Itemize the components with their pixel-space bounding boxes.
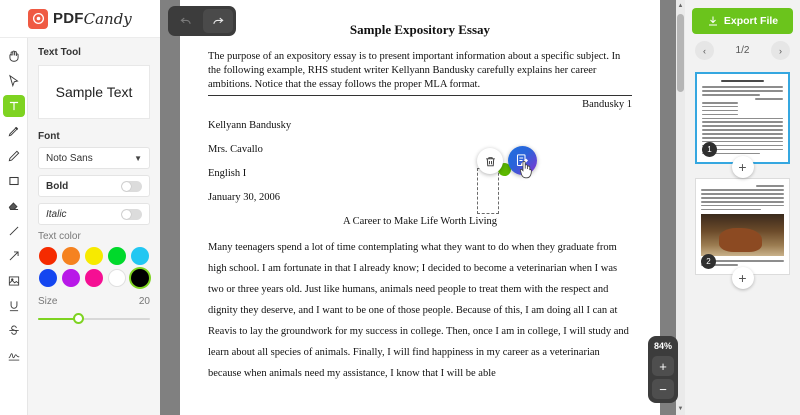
font-family-value: Noto Sans xyxy=(46,152,93,164)
text-tool[interactable] xyxy=(3,95,25,117)
zoom-out-button[interactable]: − xyxy=(652,379,674,399)
italic-label: Italic xyxy=(46,208,67,220)
properties-panel xyxy=(28,38,160,415)
history-controls xyxy=(168,6,236,36)
chevron-down-icon: ▼ xyxy=(134,153,142,163)
heading-line-author[interactable]: Kellyann Bandusky xyxy=(208,119,292,131)
thumbnail-photo xyxy=(701,214,784,256)
color-swatch-red[interactable] xyxy=(39,247,57,265)
rectangle-tool[interactable] xyxy=(3,170,25,192)
color-swatch-blue[interactable] xyxy=(39,269,57,287)
italic-toggle-row[interactable] xyxy=(38,203,150,225)
redo-button[interactable] xyxy=(203,9,233,33)
document-subtitle: A Career to Make Life Worth Living xyxy=(342,215,498,227)
logo-text-pdf: PDF xyxy=(53,10,84,27)
page-thumbnails xyxy=(685,72,800,415)
heading-line-date[interactable]: January 30, 2006 xyxy=(208,191,281,203)
brand-logo[interactable] xyxy=(0,0,160,38)
page-thumbnail-1[interactable] xyxy=(695,72,790,164)
zoom-in-button[interactable]: + xyxy=(652,356,674,376)
font-section-label: Font xyxy=(38,131,60,142)
eraser-tool[interactable] xyxy=(3,195,25,217)
right-sidebar xyxy=(685,0,800,415)
bold-label: Bold xyxy=(46,180,69,192)
color-swatch-black[interactable] xyxy=(131,269,149,287)
size-label: Size xyxy=(38,296,58,307)
color-swatch-orange[interactable] xyxy=(62,247,80,265)
page-navigation xyxy=(685,34,800,67)
heading-line-course[interactable]: English I xyxy=(208,167,247,179)
image-tool[interactable] xyxy=(3,270,25,292)
download-icon xyxy=(707,15,719,27)
panel-title: Text Tool xyxy=(38,47,81,58)
next-page-button[interactable]: › xyxy=(771,41,790,60)
left-sidebar xyxy=(0,0,160,415)
zoom-controls xyxy=(648,336,678,403)
delete-object-button[interactable] xyxy=(477,148,503,174)
color-swatch-yellow[interactable] xyxy=(85,247,103,265)
strikethrough-tool[interactable] xyxy=(3,320,25,342)
size-value: 20 xyxy=(138,296,150,307)
select-tool[interactable] xyxy=(3,70,25,92)
bold-toggle-row[interactable] xyxy=(38,175,150,197)
page-badge-2: 2 xyxy=(701,254,716,269)
mouse-cursor-icon xyxy=(518,160,535,185)
scrollbar-thumb[interactable] xyxy=(677,14,684,92)
tool-rail xyxy=(0,38,28,415)
text-color-label: Text color xyxy=(38,231,81,242)
scroll-down-icon[interactable]: ▼ xyxy=(677,406,684,412)
bold-toggle[interactable] xyxy=(121,181,142,192)
italic-toggle[interactable] xyxy=(121,209,142,220)
pdfcandy-logo-icon xyxy=(28,9,48,29)
color-swatch-purple[interactable] xyxy=(62,269,80,287)
slider-knob[interactable] xyxy=(73,313,84,324)
size-row xyxy=(38,296,150,307)
heading-line-teacher[interactable]: Mrs. Cavallo xyxy=(208,143,263,155)
line-tool[interactable] xyxy=(3,220,25,242)
color-swatch-green[interactable] xyxy=(108,247,126,265)
page-thumbnail-2[interactable] xyxy=(695,178,790,275)
running-head: Bandusky 1 xyxy=(582,98,632,110)
document-title: Sample Expository Essay xyxy=(349,22,491,37)
undo-button[interactable] xyxy=(171,9,201,33)
selection-outline xyxy=(477,168,499,214)
color-swatch-cyan[interactable] xyxy=(131,247,149,265)
page-badge-1: 1 xyxy=(702,142,717,157)
signature-tool[interactable] xyxy=(3,345,25,367)
text-preview: Sample Text xyxy=(38,65,150,119)
add-page-button-1[interactable]: + xyxy=(732,156,754,178)
underline-tool[interactable] xyxy=(3,295,25,317)
pen-tool[interactable] xyxy=(3,120,25,142)
hand-tool[interactable] xyxy=(3,45,25,67)
pencil-tool[interactable] xyxy=(3,145,25,167)
zoom-percentage: 84% xyxy=(653,341,672,351)
page-indicator: 1/2 xyxy=(735,45,750,56)
document-body[interactable]: Many teenagers spend a lot of time contemplating what they want to do when they graduate from high school. I am fortunate in that I already know; I decided to become a veterinarian when I was two or three years old. Just like humans, animals need people to treat them with the respect and dignity they deserve, and I want to be one of those people. Because of this, I am doing all I can at Reavis to lay the groundwork for my success in college. Then, once I am in college, I will study and learn about all species of animals. Finally, I will find happiness in my career as a veterinarian because when animals need my assistance, I know that I will be able xyxy=(208,241,629,379)
arrow-tool[interactable] xyxy=(3,245,25,267)
document-intro: The purpose of an expository essay is to present important information about a specific subject. In the following example, RHS student writer Kellyann Bandusky carefully explains her career ambitions. Notice that the essay follows the proper MLA format. xyxy=(208,50,632,96)
color-swatch-pink[interactable] xyxy=(85,269,103,287)
font-family-select[interactable] xyxy=(38,147,150,169)
color-swatches xyxy=(38,247,150,287)
color-swatch-white[interactable] xyxy=(108,269,126,287)
logo-text-candy: Candy xyxy=(83,9,132,28)
export-file-button[interactable] xyxy=(692,8,793,34)
scroll-up-icon[interactable]: ▲ xyxy=(677,3,684,9)
pdf-page[interactable] xyxy=(180,0,660,415)
document-canvas[interactable] xyxy=(160,0,685,415)
add-page-button-2[interactable]: + xyxy=(732,267,754,289)
prev-page-button[interactable]: ‹ xyxy=(695,41,714,60)
export-file-label: Export File xyxy=(723,15,779,27)
size-slider[interactable] xyxy=(38,313,150,325)
